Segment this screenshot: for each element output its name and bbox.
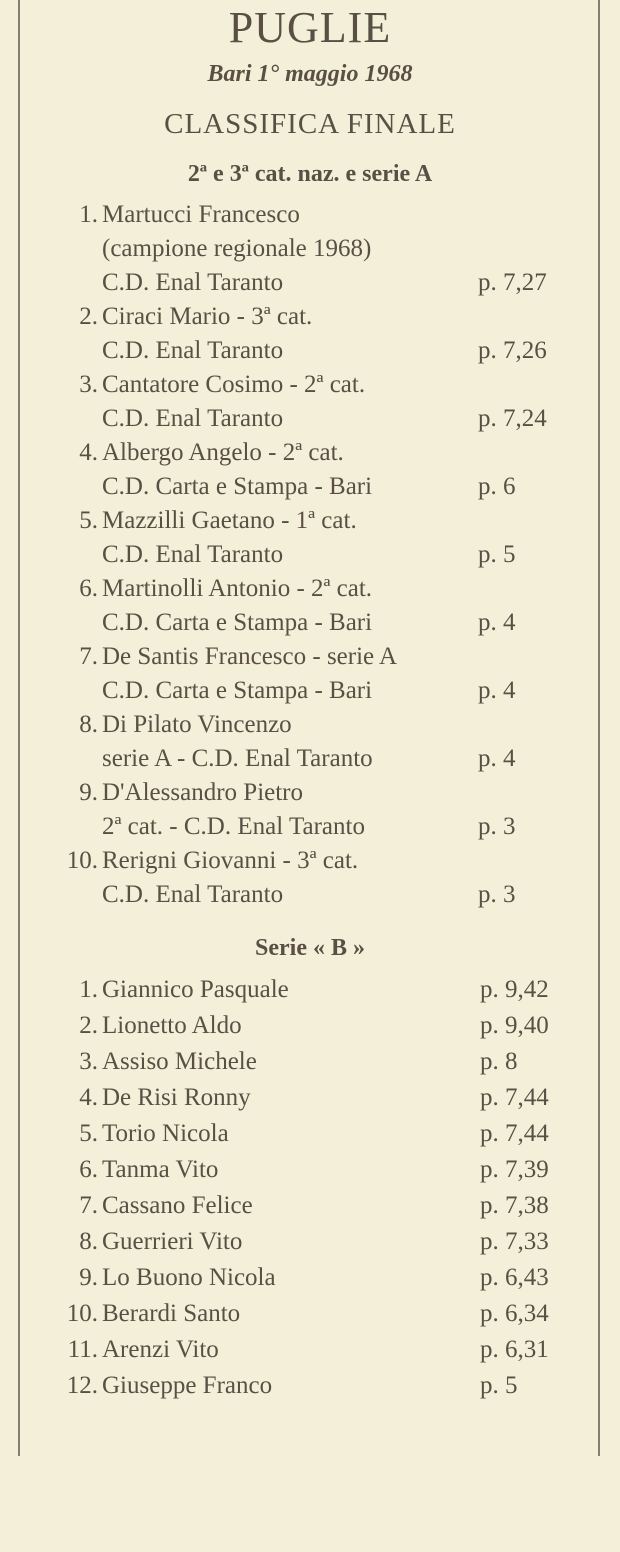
rank-number: 2. [79,303,98,330]
ranking-entry [40,1008,580,1044]
section-b-heading: Serie « B » [255,935,365,961]
entry-text: C.D. Carta e Stampa - Bari [102,677,373,704]
rank-number: 3. [79,371,98,398]
section-b-list [40,972,580,1404]
ranking-entry-line [40,368,580,402]
entry-points: p. 5 [478,541,516,568]
ranking-entry-line [40,776,580,810]
rank-number: 9. [79,1264,98,1291]
entry-points: p. 3 [478,813,516,840]
entry-text: Martinolli Antonio - 2ª cat. [102,575,373,602]
entry-points: p. 6,43 [480,1264,549,1291]
entry-text: Mazzilli Gaetano - 1ª cat. [102,507,357,534]
entry-points: p. 4 [478,745,516,772]
entry-text: Giuseppe Franco [102,1372,273,1399]
ranking-entry-line [40,1332,580,1368]
entry-points: p. 7,24 [478,405,547,432]
ranking-entry [40,572,580,640]
rank-number: 11. [67,1336,98,1363]
entry-points: p. 7,27 [478,269,547,296]
rank-number: 8. [79,1228,98,1255]
ranking-entry [40,1296,580,1332]
entry-text: D'Alessandro Pietro [102,779,304,806]
rank-number: 7. [79,643,98,670]
ranking-entry-line [40,1080,580,1116]
entry-points: p. 6 [478,473,516,500]
ranking-entry-line [40,810,580,844]
rank-number: 6. [79,575,98,602]
ranking-entry [40,1116,580,1152]
ranking-entry [40,640,580,708]
ranking-entry [40,708,580,776]
ranking-entry-line [40,674,580,708]
rank-number: 10. [66,847,98,874]
ranking-entry [40,1080,580,1116]
entry-text: Lionetto Aldo [102,1012,242,1039]
entry-text: Tanma Vito [102,1156,219,1183]
ranking-entry-line [40,1188,580,1224]
ranking-entry-line [40,504,580,538]
ranking-entry [40,1188,580,1224]
ranking-entry-line [40,1296,580,1332]
region-title: PUGLIE [228,3,392,52]
ranking-entry [40,504,580,572]
entry-points: p. 7,38 [480,1192,549,1219]
ranking-entry [40,972,580,1008]
entry-text: Assiso Michele [102,1048,257,1075]
entry-points: p. 4 [478,677,516,704]
rank-number: 2. [79,1012,98,1039]
entry-text: C.D. Enal Taranto [102,337,284,364]
ranking-entry-line [40,972,580,1008]
left-column-rule [18,0,20,1456]
ranking-entry-line [40,1368,580,1404]
rank-number: 5. [79,1120,98,1147]
ranking-entry-line [40,640,580,674]
rank-number: 9. [79,779,98,806]
ranking-entry-line [40,1224,580,1260]
ranking-entry [40,1224,580,1260]
entry-text: Rerigni Giovanni - 3ª cat. [102,847,359,874]
entry-points: p. 9,40 [480,1012,549,1039]
rank-number: 4. [79,439,98,466]
rank-number: 4. [79,1084,98,1111]
section-a-heading: 2ª e 3ª cat. naz. e serie A [187,161,433,187]
entry-text: De Risi Ronny [102,1084,251,1111]
ranking-heading: CLASSIFICA FINALE [164,108,456,140]
ranking-entry-line [40,436,580,470]
entry-text: C.D. Carta e Stampa - Bari [102,473,373,500]
rank-number: 1. [79,201,98,228]
ranking-entry-line [40,1044,580,1080]
entry-text: Di Pilato Vincenzo [102,711,292,738]
ranking-entry-line [40,232,580,266]
ranking-entry-line [40,538,580,572]
ranking-entry-line [40,198,580,232]
event-date: Bari 1° maggio 1968 [207,61,413,87]
entry-text: Torio Nicola [102,1120,229,1147]
rank-number: 10. [66,1300,98,1327]
ranking-entry-line [40,742,580,776]
entry-points: p. 9,42 [480,976,549,1003]
entry-text: 2ª cat. - C.D. Enal Taranto [102,813,365,840]
entry-points: p. 4 [478,609,516,636]
rank-number: 8. [79,711,98,738]
entry-points: p. 7,44 [480,1120,549,1147]
entry-text: C.D. Carta e Stampa - Bari [102,609,373,636]
entry-points: p. 7,39 [480,1156,549,1183]
entry-text: C.D. Enal Taranto [102,541,284,568]
entry-text: Cassano Felice [102,1192,253,1219]
entry-text: Arenzi Vito [102,1336,219,1363]
ranking-entry-line [40,572,580,606]
ranking-entry-line [40,844,580,878]
ranking-entry [40,1368,580,1404]
ranking-entry-line [40,1116,580,1152]
entry-text: Guerrieri Vito [102,1228,243,1255]
ranking-entry-line [40,470,580,504]
ranking-entry [40,776,580,844]
ranking-entry-line [40,708,580,742]
ranking-entry [40,1332,580,1368]
entry-text: C.D. Enal Taranto [102,405,284,432]
entry-points: p. 6,34 [480,1300,549,1327]
results-column [40,0,580,1404]
entry-text: C.D. Enal Taranto [102,269,284,296]
entry-points: p. 5 [480,1372,518,1399]
entry-text: (campione regionale 1968) [102,235,372,262]
entry-points: p. 6,31 [480,1336,549,1363]
entry-points: p. 7,26 [478,337,547,364]
ranking-entry-line [40,1008,580,1044]
ranking-entry-line [40,402,580,436]
ranking-entry [40,844,580,912]
rank-number: 7. [79,1192,98,1219]
ranking-entry-line [40,266,580,300]
ranking-entry [40,1260,580,1296]
ranking-entry-line [40,1152,580,1188]
entry-points: p. 7,33 [480,1228,549,1255]
entry-text: Cantatore Cosimo - 2ª cat. [102,371,366,398]
entry-text: Berardi Santo [102,1300,241,1327]
entry-text: Giannico Pasquale [102,976,289,1003]
ranking-entry [40,1152,580,1188]
entry-text: Ciraci Mario - 3ª cat. [102,303,313,330]
ranking-entry [40,300,580,368]
right-column-rule [598,0,600,1456]
entry-text: serie A - C.D. Enal Taranto [102,745,373,772]
entry-text: Lo Buono Nicola [102,1264,276,1291]
entry-points: p. 3 [478,881,516,908]
ranking-entry-line [40,300,580,334]
ranking-entry [40,368,580,436]
entry-points: p. 8 [480,1048,518,1075]
ranking-entry [40,1044,580,1080]
ranking-entry-line [40,334,580,368]
rank-number: 1. [79,976,98,1003]
rank-number: 5. [79,507,98,534]
rank-number: 6. [79,1156,98,1183]
rank-number: 12. [66,1372,98,1399]
entry-text: C.D. Enal Taranto [102,881,284,908]
ranking-entry-line [40,1260,580,1296]
ranking-entry [40,436,580,504]
entry-points: p. 7,44 [480,1084,549,1111]
ranking-entry [40,198,580,300]
section-a-list [40,198,580,912]
ranking-entry-line [40,606,580,640]
entry-text: Albergo Angelo - 2ª cat. [102,439,344,466]
rank-number: 3. [79,1048,98,1075]
entry-text: De Santis Francesco - serie A [102,643,398,670]
ranking-entry-line [40,878,580,912]
entry-text: Martucci Francesco [102,201,300,228]
